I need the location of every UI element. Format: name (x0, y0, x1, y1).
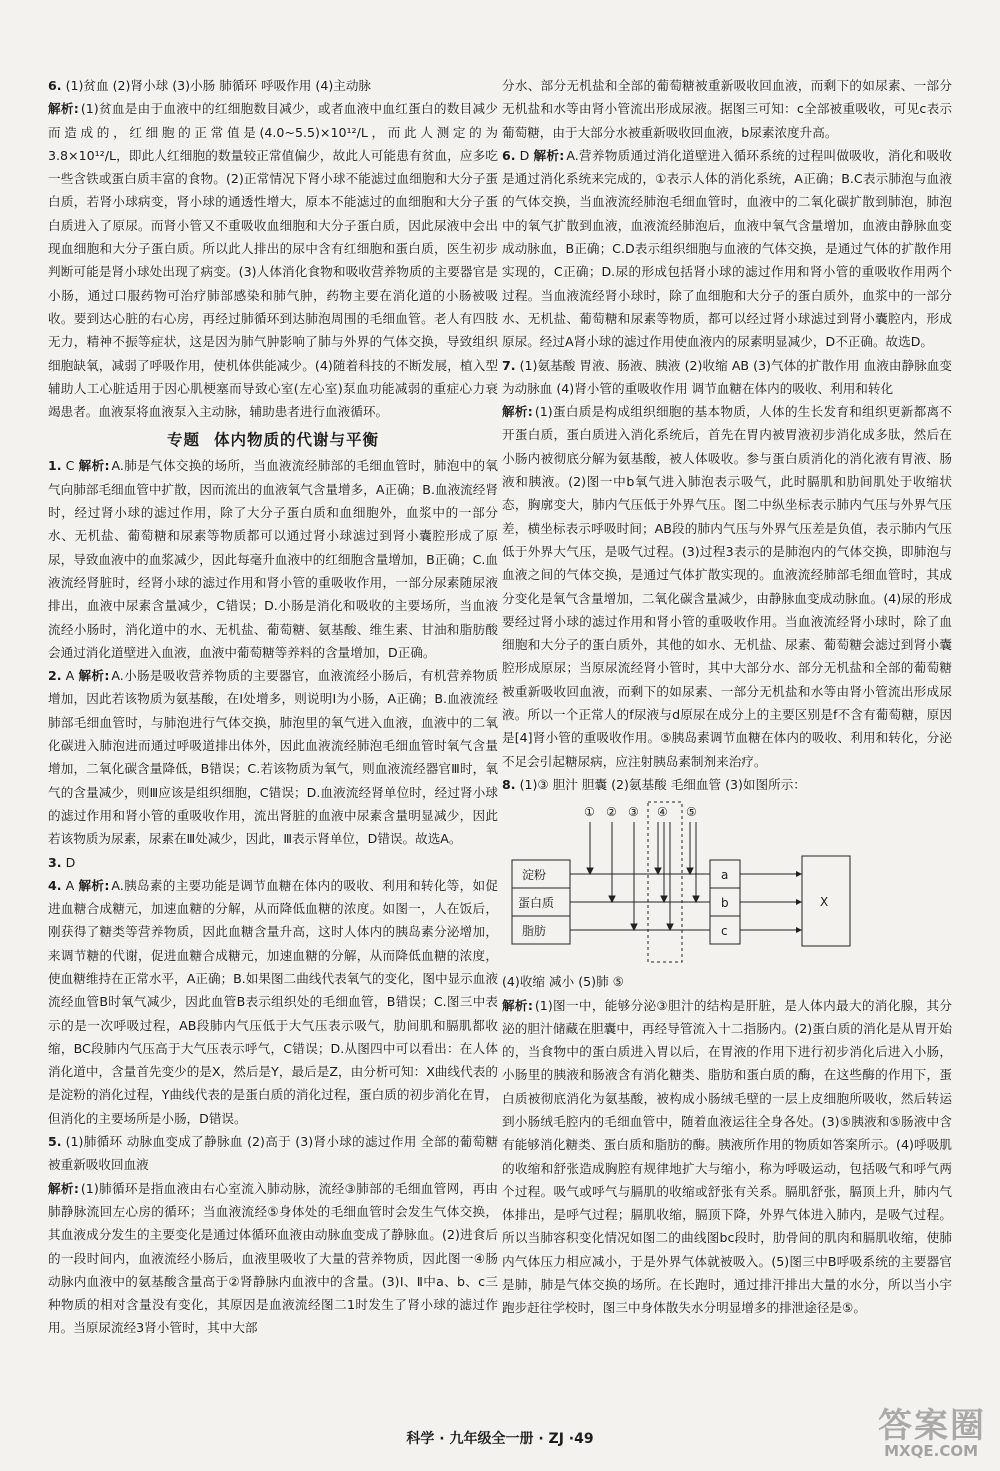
answer-item-7 (502, 354, 952, 773)
box-starch-label: 淀粉 (522, 868, 547, 883)
analysis-label: 解析: (502, 404, 533, 420)
answer-item-1 (48, 454, 498, 664)
answer-item-8 (502, 773, 952, 796)
diagram-label-2: ② (606, 805, 617, 820)
answer-item-5 (48, 1130, 498, 1340)
left-column (48, 74, 498, 1340)
analysis-text: A.胰岛素的主要功能是调节血糖在体内的吸收、利用和转化等，如促进血糖合成糖元，加速血糖的分解，从而降低血糖的浓度。如图一，人在饭后，刚获得了糖类等营养物质，因此血糖含量升高，这时人体内的胰岛素分泌增加，来调节糖的代谢，促进血糖合成糖元，加速血糖的分解，从而降低血糖的浓度，使血糖维持在正常水平，A正确；B.如果图二曲线代表氧气的变化，图中显示血液流经血管B时氧气减少，因此血管B表示组织处的毛细血管，B错误；C.图三中表示的是一次呼吸过程，AB段肺内气压低于大气压表示吸气，肋间肌和膈肌都收缩，BC段肺内气压高于大气压表示呼气，C错误；D.从图四中可以看出：在人体消化道中，含量首先变少的是X，然后是Y，最后是Z，由分析可知：X曲线代表的是淀粉的消化过程，Y曲线代表的是蛋白质的消化过程，蛋白质的初步消化在胃，但消化的主要场所是小肠，D错误。 (48, 877, 498, 1126)
item-number: 1. (48, 458, 62, 474)
item-number: 2. (48, 668, 62, 684)
analysis-label: 解析: (533, 147, 565, 163)
box-c-label: c (721, 924, 728, 939)
arrow-a (796, 871, 802, 877)
section-title: 体内物质的代谢与平衡 (214, 431, 380, 450)
analysis-label: 解析: (78, 668, 110, 684)
analysis-text: (1)蛋白质是构成组织细胞的基本物质，人体的生长发育和组织更新都离不开蛋白质，蛋白质进入消化系统后，首先在胃内被胃液初步消化成多肽，然后在小肠内被彻底分解为氨基酸，被人体吸收。参与蛋白质消化的消化液有胃液、肠液和胰液。(2)图一中b氧气进入肺泡表示吸气，此时膈肌和肋间肌处于收缩状态，胸廓变大，肺内气压低于外界气压。图二中纵坐标表示肺内气压与外界气压差，横坐标表示呼吸时间；AB段的肺内气压与外界气压差是负值，表示肺内气压低于外界大气压，是吸气过程。(3)过程3表示的是肺泡内的气体交换，即肺泡与血液之间的气体交换，是通过气体扩散实现的。血液流经肺部毛细血管时，其成分变化是氧气含量增加，二氧化碳含量减少，由静脉血变成动脉血。(4)尿的形成要经过肾小球的滤过作用和肾小管的重吸收作用。当血液流经肾小球时，除了血细胞和大分子的蛋白质外，其他的如水、无机盐、尿素、葡萄糖会滤过到肾小囊腔形成原尿；当原尿流经肾小管时，其中大部分水、部分无机盐和全部的葡萄糖被重新吸收回血液，而剩下的如尿素、一部分无机盐和水等由肾小管流出形成尿液。所以一个正常人的f尿液与d原尿在成分上的主要区别是f不含有葡萄糖，原因是[4]肾小管的重吸收作用。⑤胰岛素调节血糖在体内的吸收、利用和转化，分泌不足会引起糖尿病，应注射胰岛素制剂来治疗。 (502, 404, 952, 769)
item-answer: D (65, 854, 76, 870)
item-answer: C (65, 458, 75, 474)
item-answer: (1)③ 胆汁 胆囊 (2)氨基酸 毛细血管 (3)如图所示： (519, 776, 806, 792)
answer-item-4 (48, 874, 498, 1130)
box-x-label: X (820, 895, 829, 910)
section-lead: 专题 (166, 431, 200, 450)
analysis-text: A.营养物质通过消化道壁进入循环系统的过程叫做吸收，消化和吸收是通过消化系统来完成的，①表示人体的消化系统，A正确；B.C表示肺泡与血液的气体交换，当血液流经肺泡毛细血管时，血液中的二氧化碳扩散到肺泡，肺泡中的氧气扩散到血液，血液流经肺泡后，血液中氧气含量增加，血液由静脉血变成动脉血，B正确；C.D表示组织细胞与血液的气体交换，是通过气体的扩散作用实现的，C正确；D.尿的形成包括肾小球的滤过作用和肾小管的重吸收作用两个过程。当血液流经肾小球时，除了血细胞和大分子的蛋白质外，血浆中的一部分水、无机盐、葡萄糖和尿素等物质，都可以经过肾小球滤过到肾小囊腔内，形成原尿。经过A肾小球的滤过作用使血液内的尿素明显减少，D不正确。故选D。 (502, 147, 952, 350)
item-answer: (1)肺循环 动脉血变成了静脉血 (2)高于 (3)肾小球的滤过作用 全部的葡萄糖被重新吸收回血液 (48, 1134, 498, 1173)
answer-item-6 (502, 144, 952, 354)
box-protein-label: 蛋白质 (518, 896, 555, 911)
answer-item-2 (48, 664, 498, 850)
item-number: 7. (502, 357, 516, 373)
diagram-label-1: ① (584, 805, 595, 820)
box-b-label: b (721, 896, 729, 911)
analysis-text: (1)贫血是由于血液中的红细胞数目减少，或者血液中血红蛋白的数目减少而造成的，红细胞的正常值是(4.0~5.5)×10¹²/L，而此人测定的为3.8×10¹²/L，即此人红细胞的数量较正常值偏少，故此人可能患有贫血，应多吃一些含铁或蛋白质丰富的食物。(2)正常情况下肾小球不能滤过血细胞和大分子蛋白质，若肾小球病变，肾小球的通透性增大，原本不能滤过的血细胞和大分子蛋白质进入了原尿。而肾小管又不重吸收血细胞和大分子蛋白质，因此尿液中会出现血细胞和大分子蛋白质。所以此人排出的尿中含有红细胞和蛋白质，医生初步判断可能是肾小球处出现了病变。(3)人体消化食物和吸收营养物质的主要器官是小肠，通过口服药物可治疗肺部感染和肺气肿，药物主要在消化道的小肠被吸收。要到达心脏的右心房，再经过肺循环到达肺泡周围的毛细血管。老人有四肢无力，精神不振等症状，这是因为肺气肿影响了肺与外界的气体交换，导致组织细胞缺氧，减弱了呼吸作用，使机体供能减少。(4)随着科技的不断发展，植入型辅助人工心脏适用于因心肌梗塞而导致心室(左心室)泵血功能减弱的重症心力衰竭患者。血液泵将血液泵入主动脉，辅助患者进行血液循环。 (48, 101, 498, 420)
box-a-label: a (721, 868, 729, 883)
item-number: 6. (502, 147, 516, 163)
digestion-diagram (502, 800, 952, 970)
item-answer: (1)贫血 (2)肾小球 (3)小肠 肺循环 呼吸作用 (4)主动脉 (65, 78, 372, 93)
right-column (502, 74, 952, 1320)
item-answer: D (519, 147, 530, 163)
analysis-text: (1)图一中，能够分泌③胆汁的结构是肝脏，是人体内最大的消化腺，其分泌的胆汁储藏在胆囊中，再经导管流入十二指肠内。(2)蛋白质的消化是从胃开始的，当食物中的蛋白质进入胃以后，在胃液的作用下进行初步消化后进入小肠，小肠里的胰液和肠液含有消化糖类、脂肪和蛋白质的酶，在这些酶的作用下，蛋白质被彻底消化为氨基酸，被构成小肠绒毛壁的一层上皮细胞所吸收，然后转运到小肠绒毛腔内的毛细血管中，随着血液运往全身各处。(3)⑤胰液和⑤肠液中含有能够消化糖类、蛋白质和脂肪的酶。胰液所作用的物质如答案所示。(4)呼吸肌的收缩和舒张造成胸腔有规律地扩大与缩小，称为呼吸运动，包括吸气和呼气两个过程。吸气或呼气与膈肌的收缩或舒张有关系。膈肌舒张，膈顶上升，肺内气体排出，是呼气过程；膈肌收缩，膈顶下降，外界气体进入肺内，是吸气过程。所以当肺容积变化情况如图二的曲线图bc段时，肋骨间的肌肉和膈肌收缩，使肺内气体压力相应减小，于是外界气体就被吸入。(5)图三中B呼吸系统的主要器官是肺，肺是气体交换的场所。在长跑时，通过排汗排出大量的水分，所以当小宇跑步赶往学校时，图三中身体散失水分明显增多的排泄途径是⑤。 (502, 997, 952, 1316)
analysis-text: A.肺是气体交换的场所，当血液流经肺部的毛细血管时，肺泡中的氧气向肺部毛细血管中扩散，因而流出的血液氧气含量增多，A正确；B.血液流经肾时，经过肾小球的滤过作用，除了大分子蛋白质和血细胞外，血浆中的一部分水、无机盐、葡萄糖和尿素等物质都可以通过肾小球滤过到肾小囊腔形成了原尿，导致血液中的血浆减少，因此每毫升血液中的红细胞含量增加，B正确；C.血液流经肾脏时，经肾小球的滤过作用和肾小管的重吸收作用，一部分尿素随尿液排出，血液中尿素含量减少，C错误；D.小肠是消化和吸收的主要场所，当血液流经小肠时，消化道中的水、无机盐、葡萄糖、氨基酸、维生素、甘油和脂肪酸会通过消化道壁进入血液，血液中葡萄糖等养料的含量增加，D正确。 (48, 458, 498, 660)
analysis-label: 解析: (502, 997, 533, 1013)
watermark-url: MXQE.COM (884, 1442, 978, 1460)
item-number: 6. (48, 78, 62, 93)
diagram-label-4: ④ (657, 805, 668, 820)
item-answer: A (65, 877, 75, 893)
analysis-label: 解析: (48, 1180, 79, 1196)
analysis-text: A.小肠是吸收营养物质的主要器官，血液流经小肠后，有机营养物质增加，因此若该物质为氨基酸，在Ⅰ处增多，则说明Ⅰ为小肠，A正确；B.血液流经肺部毛细血管时，与肺泡进行气体交换，肺泡里的氧气进入血液，血液中的二氧化碳进入肺泡进而通过呼吸道排出体外，因此血液流经肺泡毛细血管时氧气含量增加，二氧化碳含量降低，B错误；C.若该物质为氧气，则血液流经器官Ⅲ时，氧气的含量减少，则Ⅲ应该是组织细胞，C错误；D.血液流经肾单位时，经过肾小球的滤过作用和肾小管的重吸收作用，流出肾脏的血液中尿素含量明显减少，因此若该物质为尿素，尿素在Ⅲ处减少，因此，Ⅲ表示肾单位，D错误。故选A。 (48, 668, 498, 847)
analysis-label: 解析: (48, 101, 79, 117)
analysis-label: 解析: (78, 877, 110, 893)
answer-item-8-part2 (502, 970, 952, 1319)
page-footer: 科学 · 九年级全一册 · ZJ ·49 (406, 1431, 594, 1447)
analysis-text: 分水、部分无机盐和全部的葡萄糖被重新吸收回血液，而剩下的如尿素、一部分无机盐和水等由肾小管流出形成尿液。据图三可知：c全部被重吸收，可见c表示葡萄糖，由于大部分水被重新吸收回血液，b尿素浓度升高。 (502, 78, 952, 140)
box-fat-label: 脂肪 (522, 924, 547, 939)
section-heading (48, 428, 498, 450)
answer-item-6 (48, 74, 498, 423)
watermark-logo: 答案圈 (878, 1406, 986, 1446)
item-number: 8. (502, 776, 516, 792)
analysis-text: (1)肺循环是指血液由右心室流入肺动脉，流经③肺部的毛细血管网，再由肺静脉流回左心房的循环；当血液流经⑤身体处的毛细血管时会发生气体交换，其血液成分发生的主要变化是通过体循环血液由动脉血变成了静脉血。(2)进食后的一段时间内，血液流经小肠后，血液里吸收了大量的营养物质，因此图一④肠动脉内血液中的氨基酸含量高于②肾静脉内血液中的含量。(3)Ⅰ、Ⅱ中a、b、c三种物质的相对含量没有变化，其原因是血液流经图二1时发生了肾小球的滤过作用。当原尿流经3肾小管时，其中大部 (48, 1180, 498, 1336)
item-answer: (1)氨基酸 胃液、肠液、胰液 (2)收缩 AB (3)气体的扩散作用 血液由静脉血变为动脉血 (4)肾小管的重吸收作用 调节血糖在体内的吸收、利用和转化 (502, 357, 952, 396)
answer-item-5-continued (502, 74, 952, 144)
analysis-label: 解析: (78, 458, 110, 474)
dashed-highlight-box (648, 802, 682, 962)
item-answer: A (65, 668, 75, 684)
item-number: 3. (48, 854, 62, 870)
item-number: 5. (48, 1134, 62, 1150)
diagram-label-5: ⑤ (686, 805, 697, 820)
item-answer: (4)收缩 减小 (5)肺 ⑤ (502, 974, 624, 990)
diagram-label-3: ③ (628, 805, 639, 820)
answer-item-3 (48, 851, 498, 874)
arrow-b (796, 899, 802, 905)
item-number: 4. (48, 877, 62, 893)
arrow-c (796, 927, 802, 933)
